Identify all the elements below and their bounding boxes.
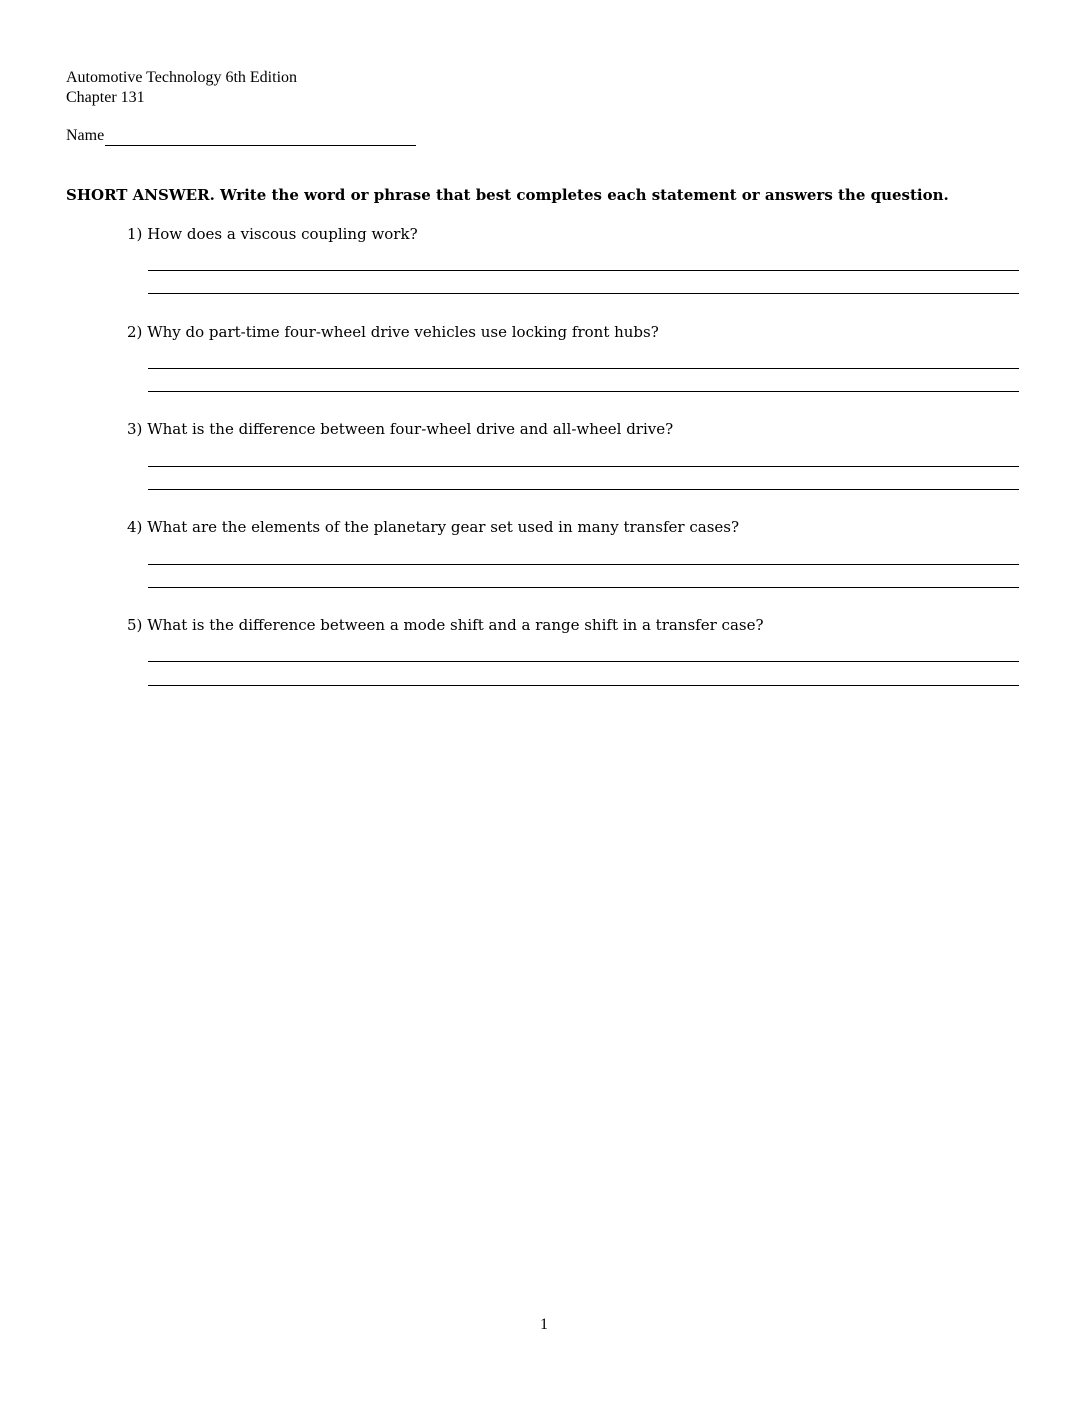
question-number: 5) bbox=[127, 616, 143, 634]
answer-line-1a[interactable] bbox=[148, 270, 1019, 271]
answer-line-2a[interactable] bbox=[148, 368, 1019, 369]
name-blank-line[interactable] bbox=[105, 128, 416, 146]
page-number: 1 bbox=[540, 1316, 548, 1333]
answer-line-4a[interactable] bbox=[148, 564, 1019, 565]
name-label: Name bbox=[66, 127, 105, 144]
question-2 bbox=[127, 322, 659, 342]
question-1 bbox=[127, 224, 418, 244]
book-title: Automotive Technology 6th Edition bbox=[66, 69, 298, 86]
answer-line-5a[interactable] bbox=[148, 661, 1019, 662]
chapter-label: Chapter 131 bbox=[66, 89, 145, 106]
question-number: 4) bbox=[127, 518, 143, 536]
answer-line-3b[interactable] bbox=[148, 489, 1019, 490]
document-header bbox=[66, 68, 297, 108]
answer-line-5b[interactable] bbox=[148, 685, 1019, 686]
question-text: Why do part-time four-wheel drive vehicles use locking front hubs? bbox=[147, 323, 659, 341]
question-number: 2) bbox=[127, 323, 143, 341]
question-number: 1) bbox=[127, 225, 143, 243]
question-text: What is the difference between a mode shift and a range shift in a transfer case? bbox=[147, 616, 764, 634]
answer-line-2b[interactable] bbox=[148, 391, 1019, 392]
answer-line-1b[interactable] bbox=[148, 293, 1019, 294]
question-5 bbox=[127, 615, 764, 635]
section-instructions: SHORT ANSWER. Write the word or phrase that best completes each statement or answers the question. bbox=[66, 186, 949, 204]
question-text: How does a viscous coupling work? bbox=[147, 225, 418, 243]
answer-line-3a[interactable] bbox=[148, 466, 1019, 467]
question-text: What is the difference between four-wheel drive and all-wheel drive? bbox=[147, 420, 674, 438]
question-number: 3) bbox=[127, 420, 143, 438]
name-field-row bbox=[66, 126, 416, 146]
answer-line-4b[interactable] bbox=[148, 587, 1019, 588]
question-3 bbox=[127, 419, 673, 439]
question-4 bbox=[127, 517, 739, 537]
question-text: What are the elements of the planetary gear set used in many transfer cases? bbox=[147, 518, 740, 536]
